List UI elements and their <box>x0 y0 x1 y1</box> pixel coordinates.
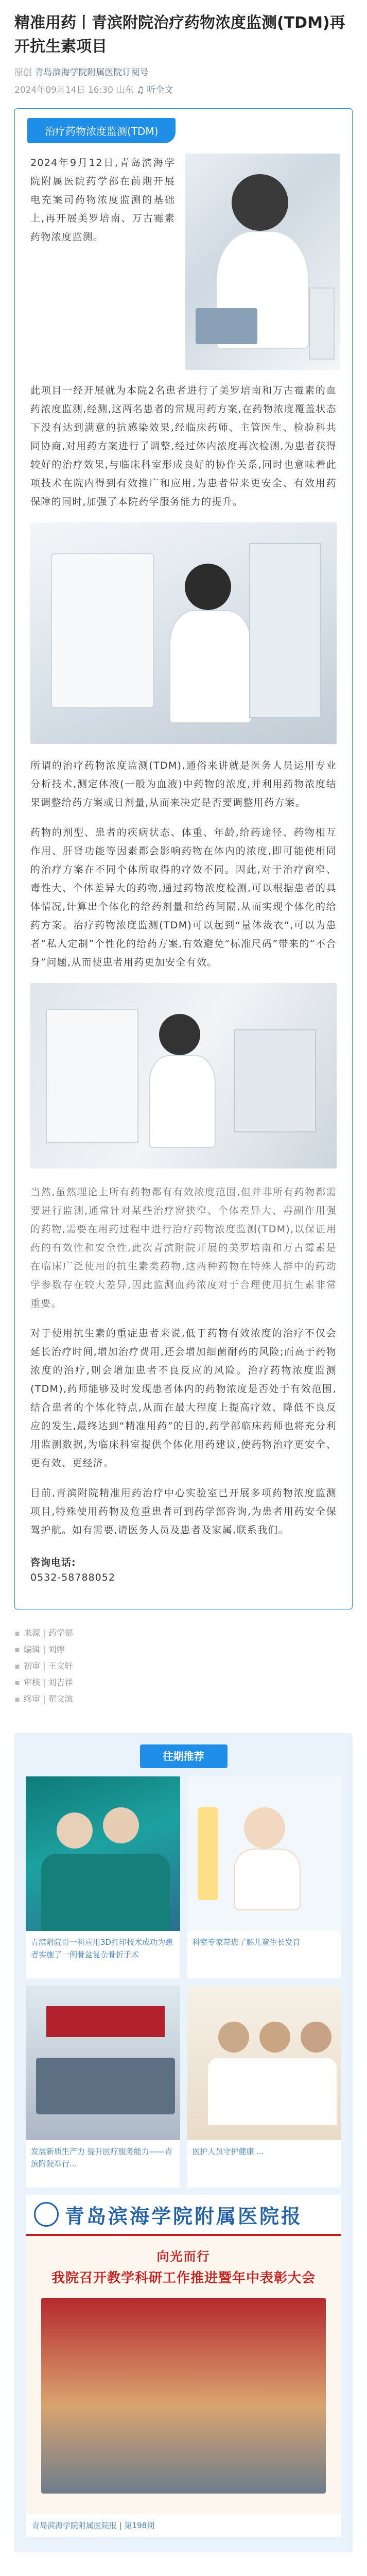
hospital-logo-icon <box>34 2202 59 2227</box>
paragraph-intro: 2024年9月12日,青岛滨海学院附属医院药学部在前期开展电充案司药物浓度监测的基础上,再开展美罗培南、万古霉素药物浓度监测。 <box>30 157 175 243</box>
publish-date: 2024年09月14日 16:30 <box>14 85 113 95</box>
bullet-icon: ▪ <box>14 1661 20 1671</box>
article-meta-secondary <box>0 82 367 108</box>
paper-masthead-title: 青岛滨海学院附属医院报 <box>65 2204 303 2228</box>
contact-label: 咨询电话: <box>30 1557 76 1568</box>
related-caption-1: 青滨附院骨一科应用3D打印技术成功为患者实施了一例骨盆复杂骨折手术 <box>31 1938 173 1959</box>
listen-button[interactable]: 听全文 <box>147 85 173 95</box>
related-caption-3: 发展新质生产力 提升医疗服务能力——青滨附院举行... <box>31 2147 172 2168</box>
publish-location: 山东 <box>116 85 134 95</box>
contact-phone[interactable]: 0532-58788052 <box>30 1572 115 1583</box>
article-title: 精准用药丨青滨附院治疗药物浓度监测(TDM)再开抗生素项目 <box>14 14 345 56</box>
paper-headline-2: 我院召开教学科研工作推进暨年中表彰大会 <box>51 2270 316 2286</box>
related-caption-4: 医护人员守护健康 ... <box>192 2147 264 2156</box>
credits-block <box>14 1625 353 1707</box>
paper-photo <box>41 2298 326 2494</box>
paper-caption: 青岛滨海学院附属医院报 | 第198期 <box>32 2521 155 2530</box>
related-thumb-1 <box>26 1776 180 1931</box>
intro-block <box>27 154 340 370</box>
related-heading: 往期推荐 <box>140 1744 228 1768</box>
bullet-icon: ▪ <box>14 1694 20 1704</box>
paragraph-5: 当然,虽然理论上所有药物都有有效浓度范围,但并非所有药物都需要进行监测,通常针对某些治疗窗狭窄、个体差异大、毒副作用强的药物,需要在用药过程中进行治疗药物浓度监测(TDM),以保证用药的有效性和安全性,此次青滨附院开展的美罗培南和万古霉素是在临床广泛使用的抗生素类药物,这两种药物在特殊人群中的药动学参数存在较大差异,因此监测血药浓度对于合理使用抗生素非常重要。 <box>30 1187 337 1309</box>
lab-photo-2 <box>30 522 337 744</box>
original-tag: 原创 <box>14 67 32 78</box>
paragraph-3: 所谓的治疗药物浓度监测(TDM),通俗来讲就是医务人员运用专业分析技术,测定体液(一般为血液)中药物的浓度,并利用药物浓度结果调整给药方案或日剂量,从而来决定是否要调整用药方案。 <box>30 760 337 808</box>
related-caption-2: 科室专家带您了解儿童生长发育 <box>192 1938 301 1947</box>
credit-first-review: ▪ 初审 | 王文轩 <box>14 1658 353 1674</box>
paper-headline-1: 向光而行 <box>156 2249 211 2264</box>
related-card-3[interactable] <box>26 1986 180 2188</box>
credit-review: ▪ 审核 | 刘吉祥 <box>14 1674 353 1691</box>
related-paper-card[interactable] <box>26 2195 341 2537</box>
credit-final: ▪ 终审 | 翟文滨 <box>14 1691 353 1707</box>
account-name-link[interactable]: 青岛滨海学院附属医院订阅号 <box>34 67 149 78</box>
related-card-1[interactable] <box>26 1776 180 1978</box>
lab-photo-3 <box>30 983 337 1168</box>
bullet-icon: ▪ <box>14 1645 20 1654</box>
credit-source: ▪ 来源 | 药学部 <box>14 1625 353 1641</box>
headphones-icon: ♫ <box>136 85 144 95</box>
bullet-icon: ▪ <box>14 1628 20 1638</box>
related-card-4[interactable] <box>187 1986 342 2188</box>
paper-masthead <box>26 2195 341 2236</box>
related-thumb-2 <box>187 1776 342 1931</box>
related-card-2[interactable] <box>187 1776 342 1978</box>
paragraph-7: 目前,青滨附院精准用药治疗中心实验室已开展多项药物浓度监测项目,特殊使用药物及危重患者可到药学部咨询,为患者用药安全保驾护航。如有需要,请医务人员及患者及家属,联系我们。 <box>30 1487 337 1536</box>
article-body <box>14 108 353 1609</box>
credit-edit: ▪ 编辑 | 刘婷 <box>14 1641 353 1658</box>
bullet-icon: ▪ <box>14 1677 20 1687</box>
paragraph-2: 此项目一经开展就为本院2名患者进行了美罗培南和万古霉素的血药浓度监测,经测,这两名患者的常规用药方案,在药物浓度覆盖状态下没有达到满意的抗感染效果,经临床药师、主管医生、检验科共同协商,对用药方案进行了调整,经过体内浓度再次检测,为患者获得较好的治疗效果,与临床科室形成良好的协作关系,同时也意味着此项技术在院内得到有效推广和应用,为患者带来更安全、有效用药保障的同时,加强了本院药学服务能力的提升。 <box>30 385 337 507</box>
lab-photo-1 <box>185 154 340 370</box>
related-articles <box>14 1733 353 2552</box>
paragraph-4: 药物的剂型、患者的疾病状态、体重、年龄,给药途径、药物相互作用、肝肾功能等因素都会影响药物在体内的浓度,即可能使相同的治疗方案在不同个体所取得的疗效不同。因此,对于治疗窗窄、毒性大、个体差异大的药物,通过药物浓度检测,可以根据患者的具体情况,计算出个体化的给药剂量和给药间隔,从而实现个体化的给药方案。治疗药物浓度监测(TDM)可以起到“量体裁衣”,可以为患者“私人定制”个性化的给药方案,有效避免“标准尺码”带来的“不合身”问题,从而使患者用药更加安全有效。 <box>30 827 337 968</box>
article-meta <box>0 63 367 82</box>
related-thumb-3 <box>26 1986 180 2140</box>
paragraph-6: 对于使用抗生素的重症患者来说,低于药物有效浓度的治疗不仅会延长治疗时间,增加治疗费用,还会增加细菌耐药的风险;而高于药物浓度的治疗,则会增加患者不良反应的风险。治疗药物浓度监测(TDM),药师能够及时发现患者体内的药物浓度是否处于有效范围,结合患者的个体化特点,从而在最大程度上提高疗效、降低不良反应的发生,最终达到“精准用药”的目的,药学部临床药师也将充分利用监测数据,为临床科室提供个体化用药建议,使药物治疗更安全、更有效、更经济。 <box>30 1328 337 1469</box>
related-thumb-4 <box>187 1986 342 2140</box>
paper-body <box>26 2236 341 2514</box>
section-banner: 治疗药物浓度监测(TDM) <box>27 118 176 143</box>
